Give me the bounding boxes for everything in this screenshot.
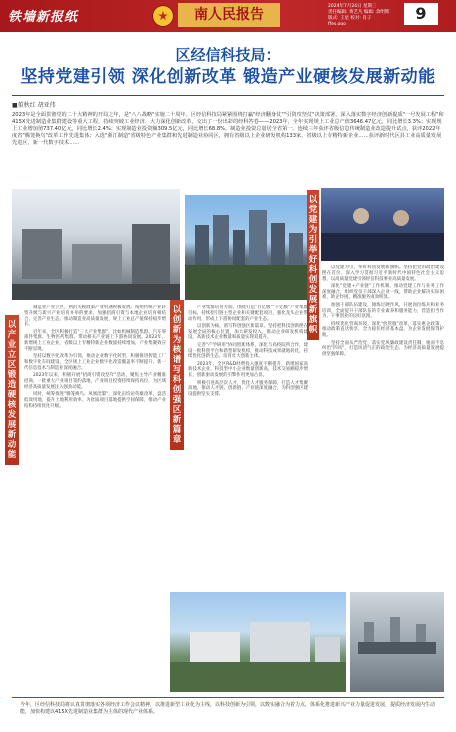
- paragraph: 完善"产学研用"协同创新体系，深化与高校院所合作，建设一批科创平台和新型研发机构，推动科技成果就地转化，持续优化创新生态，培育壮大创新主体。: [188, 342, 308, 360]
- paragraph: 持续优化营商环境，深化"放管服"改革，落实惠企政策，推动政策直达快享，全力稳住经济基本盘，为企业发展保驾护航。: [322, 321, 444, 339]
- body-column-1: [24, 305, 166, 695]
- article-kicker: 区经信科技局：: [175, 46, 281, 64]
- paragraph: 近年来，全区积极打造"三大产业集群"，比如机械制造集群、汽车零部件集群、生物医药集群，带动相关产业链上下游协同发展。2023年，新增规上工业企业，省级以上专精特新企业数量持续增加，产业集聚效应不断显现。: [24, 329, 166, 353]
- paragraph: 产业集群培育方面，围绕打造"百亿级""千亿级"产业集群目标，持续招引链主型企业和关键配套项目，强化龙头企业带动作用，形成上下游协同配套的产业生态。: [188, 305, 308, 322]
- sidebar-line: 创发展新: [308, 275, 318, 315]
- sidebar-line: 举好科: [308, 245, 318, 275]
- body-column-3: [322, 265, 444, 587]
- sidebar-line: 旗帜: [308, 315, 318, 335]
- paragraph: 坚持以数字化改革为引领，推动企业数字化转型，积极推进智能工厂和数字化车间建设，全区规上工业企业数字化改造覆盖率不断提升，新一代信息技术与制造业深度融合。: [24, 354, 166, 371]
- national-emblem-icon: [152, 5, 174, 27]
- industrial-park-photo: [170, 592, 346, 692]
- masthead-bar: [0, 0, 456, 32]
- industrial-park-art: [170, 592, 346, 692]
- sidebar-line: 发展新动能: [7, 410, 17, 460]
- masthead-meta: [328, 4, 389, 28]
- paragraph: 制造业产业立区，两沿关税政策产业机遇积极发展。按照传统产业转型升级与新兴产业培育并举的要求，加强招商引资与本地企业培育相结合，完善产业生态，推动制造业高质量发展，规上工业总产值保持稳步增长。: [24, 305, 166, 328]
- section-sidebar-right: [307, 190, 319, 340]
- meta-line: 2024年7月24日 星期三: [328, 4, 377, 9]
- paragraph: 2023年，全区R&D经费投入强度不断提升，新增国家高新技术企业、科技型中小企业数量创新高，技术交易额稳步增长，创新驱动发展的引擎作用更加凸显。: [188, 361, 308, 379]
- paragraph: 加强干部队伍建设，锤炼过硬作风，开展岗位练兵和业务培训，全面提升干部队伍的专业素养和服务能力，营造担当作为、干事创业的良好氛围。: [322, 302, 444, 320]
- sidebar-line: 以创新为核: [172, 305, 182, 355]
- closing-paragraph: 今年，区经信科技局将认真贯彻落实各项经济工作会议精神，以推进新型工业化为主线，以科技创新为引领，以数实融合为着力点，体系化推进新兴产业力量促进发展，提质经济发展内生动能，加快构建以415X先进制造业集群为主体的现代产业体系。: [20, 702, 436, 715]
- brand-logo: 铁墙新报纸: [8, 10, 79, 25]
- meta-line: 责任编辑: 黄艺凡 编辑: 余明辉: [328, 10, 390, 15]
- section-sidebar-left: [5, 315, 19, 465]
- footer-rule: [12, 697, 444, 698]
- city-skyline-photo: [185, 195, 309, 300]
- sidebar-line: 强区新篇章: [172, 395, 182, 445]
- lab-art: [321, 188, 444, 261]
- body-column-2: [188, 305, 308, 587]
- lab-photo: [321, 188, 444, 261]
- article-byline: ■董秋红 胡亚伟: [12, 102, 56, 109]
- sidebar-line: 以党建为引: [308, 195, 318, 245]
- sidebar-line: 以产业立区: [7, 320, 17, 370]
- paragraph: 深化"党建+产业链"工作机制，推动党建工作与业务工作深度融合，组织党员干部深入企业一线，帮助企业解决实际困难，助企纾困、精准服务成效明显。: [322, 283, 444, 301]
- meta-line: ffes.ooo: [328, 22, 346, 27]
- paragraph: 积极引进高层次人才，优化人才服务保障，打造人才集聚高地，推动人才链、创新链、产业链深度融合，为科创强区建设提供坚实支撑。: [188, 380, 308, 398]
- paper-title: 南人民报告: [178, 3, 280, 27]
- page-number: 9: [404, 3, 438, 25]
- factory-interior-art: [12, 189, 180, 300]
- paragraph: 以党建为引，举好科创发展新旗帜。坚持把党的政治建设摆在首位，深入学习贯彻习近平新时代中国特色社会主义思想，以高质量党建引领经信科技事业高质量发展。: [322, 265, 444, 282]
- production-line-photo: [350, 592, 444, 692]
- city-skyline-art: [185, 195, 309, 300]
- sidebar-line: 谱写科创: [172, 355, 182, 395]
- article-lead: 2023年是全面贯彻党的二十大精神的开局之年，是"八八战略"实施二十周年。区经信科技局紧紧围绕打赢"经济翻身仗""引资攻坚仗"决策部署，深入落实数字经济创新提质"一号发展工程"和415X先进制造业集群建设等重大工程，持续突破工业经济、大力深化创新改革，交出了一份出彩的经科答卷——2023年，全年实现规上工业总产值3646.47亿元，同比增长3.3%；实现规上工业增加值737.40亿元，同比增长2.4%；实现制造业投资额309.5亿元，同比增长68.8%，制造业投资总量居全省第一。连续三年获评省级信息传统制造业改造提升试点，获评2022年度省"腾笼换鸟"改革工作先进集体；入选"浙江制造"省级特色产业集群和先进制造业协同区，拥有省级以上企业研发机构133家，省级以上专精特新企业……获评新时代区县工业高质量发展先进区，新一代数字技术……: [12, 112, 444, 146]
- meta-line: 版式: 王星 校对: 肖子: [328, 16, 372, 21]
- paragraph: 坚持全面从严治党，落实党风廉政建设责任制，驰而不息纠治"四风"，打造风清气正的政治生态，为经济高质量发展提供坚强保障。: [322, 340, 444, 358]
- headline-rule: [12, 95, 444, 96]
- factory-interior-photo: [12, 189, 180, 300]
- sidebar-line: 锻造硬核: [7, 370, 17, 410]
- article-headline: 坚持党建引领 深化创新改革 锻造产业硬核发展新动能: [20, 67, 436, 87]
- paragraph: 同时，统筹推进"腾笼换鸟、凤凰涅槃"，深化亩均论英雄改革，盘活低效用地，提升土地利用效率，为优质项目落地提供空间保障，推动产业结构持续优化升级。: [24, 392, 166, 409]
- production-line-art: [350, 592, 444, 692]
- paragraph: 2023年以来，积极开展"招商引资攻坚年"活动，聚焦主导产业精准招商，一批重大产业项目签约落地，产业项目投资持续保持高位，为区域经济高质量发展注入强劲动能。: [24, 373, 166, 390]
- paragraph: 以创新为核，谱写科创强区新篇章。坚持把科技创新摆在发展全局的核心位置，加大研发投入，推动企业研发机构建设，高新技术企业数量和质量实现双提升。: [188, 323, 308, 341]
- section-sidebar-middle: [170, 300, 184, 450]
